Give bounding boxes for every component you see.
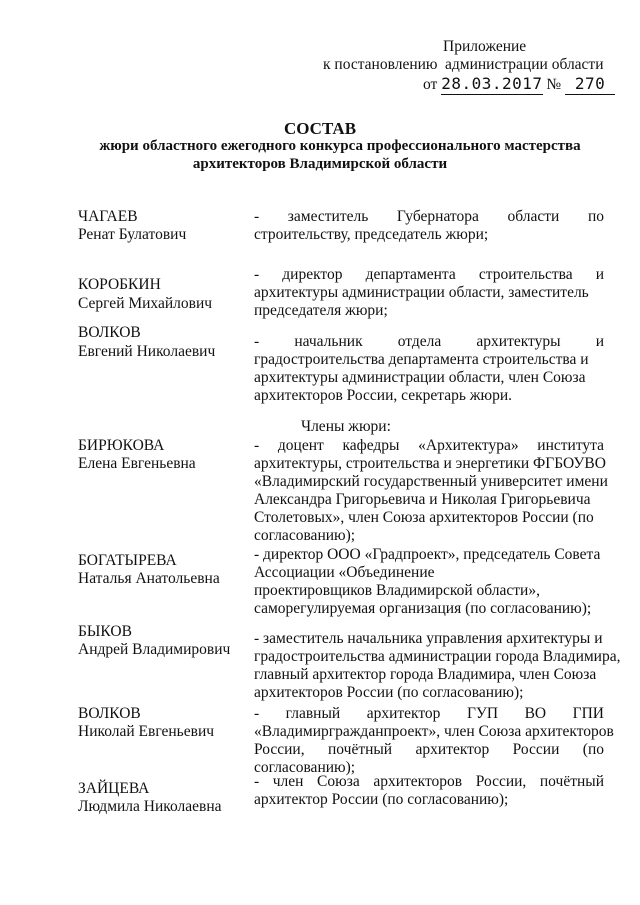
role-line: архитектуры администрации области, член Союза — [254, 369, 586, 386]
role-line: «Владимиргражданпроект», член Союза архитекторов — [254, 723, 614, 740]
role-line: главный архитектор города Владимира, член Союза — [254, 666, 597, 683]
role-line: архитекторов России, секретарь жюри. — [254, 387, 512, 404]
role-line: России, почётный архитектор России (по — [254, 741, 604, 758]
document-date: 28.03.2017 — [441, 74, 543, 93]
role-line: Ассоциации «Объединение — [254, 564, 435, 581]
person-given-name: Людмила Николаевна — [78, 798, 222, 815]
role-line: саморегулируемая организация (по согласованию); — [254, 600, 592, 617]
person-surname: КОРОБКИН — [78, 276, 161, 293]
role-line: архитектуры, строительства и энергетики ФГБОУВО — [254, 455, 606, 472]
role-line: - начальник отдела архитектуры и — [254, 333, 604, 350]
administration-label: администрации области — [445, 56, 604, 73]
person-given-name: Андрей Владимирович — [78, 641, 231, 658]
title-line-1: жюри областного ежегодного конкурса профессионального мастерства — [99, 138, 581, 154]
role-line: «Владимирский государственный университет имени — [254, 473, 608, 490]
role-line: проектировщиков Владимирской области», — [254, 582, 540, 599]
role-line: градостроительства администрации города Владимира, — [254, 648, 621, 665]
person-surname: БОГАТЫРЕВА — [78, 552, 177, 569]
person-surname: ЗАЙЦЕВА — [78, 780, 150, 797]
members-heading: Члены жюри: — [301, 418, 391, 435]
role-line: архитекторов России (по согласованию); — [254, 684, 524, 701]
person-given-name: Елена Евгеньевна — [78, 455, 196, 472]
person-surname: БЫКОВ — [78, 623, 132, 640]
person-surname: ЧАГАЕВ — [78, 208, 138, 225]
appendix-label: Приложение — [443, 38, 527, 55]
document-number: 270 — [565, 75, 615, 95]
date-line — [423, 75, 615, 95]
person-given-name: Сергей Михайлович — [78, 295, 213, 312]
resolution-label: к постановлению — [323, 56, 438, 73]
role-line: председателя жюри; — [254, 302, 388, 319]
number-sign: № — [546, 76, 562, 93]
role-line: архитектуры администрации области, заместитель — [254, 284, 589, 301]
role-line: - директор ООО «Градпроект», председатель Совета — [254, 546, 601, 563]
role-line: - доцент кафедры «Архитектура» института — [254, 437, 604, 454]
role-line: строительству, председатель жюри; — [254, 226, 489, 243]
role-line: - заместитель начальника управления архитектуры и — [254, 630, 603, 647]
role-line: Александра Григорьевича и Николая Григорьевича — [254, 491, 591, 508]
role-line: - заместитель Губернатора области по — [254, 208, 604, 225]
page-title: СОСТАВ — [283, 119, 357, 138]
person-given-name: Евгений Николаевич — [78, 343, 216, 360]
role-line: архитектор России (по согласованию); — [254, 791, 509, 808]
person-surname: ВОЛКОВ — [78, 324, 141, 341]
from-label: от — [423, 76, 438, 93]
role-line: согласованию); — [254, 527, 356, 544]
person-given-name: Ренат Булатович — [78, 226, 187, 243]
title-line-2: архитекторов Владимирской области — [192, 156, 448, 172]
person-given-name: Николай Евгеньевич — [78, 723, 215, 740]
role-line: Столетовых», член Союза архитекторов России (по — [254, 509, 594, 526]
person-surname: БИРЮКОВА — [78, 437, 165, 454]
role-line: - главный архитектор ГУП ВО ГПИ — [254, 705, 604, 722]
person-given-name: Наталья Анатольевна — [78, 570, 220, 587]
person-surname: ВОЛКОВ — [78, 705, 141, 722]
role-line: согласованию); — [254, 759, 356, 776]
role-line: - директор департамента строительства и — [254, 266, 604, 283]
role-line: градостроительства департамента строительства и — [254, 351, 589, 368]
role-line: - член Союза архитекторов России, почётный — [254, 773, 604, 790]
